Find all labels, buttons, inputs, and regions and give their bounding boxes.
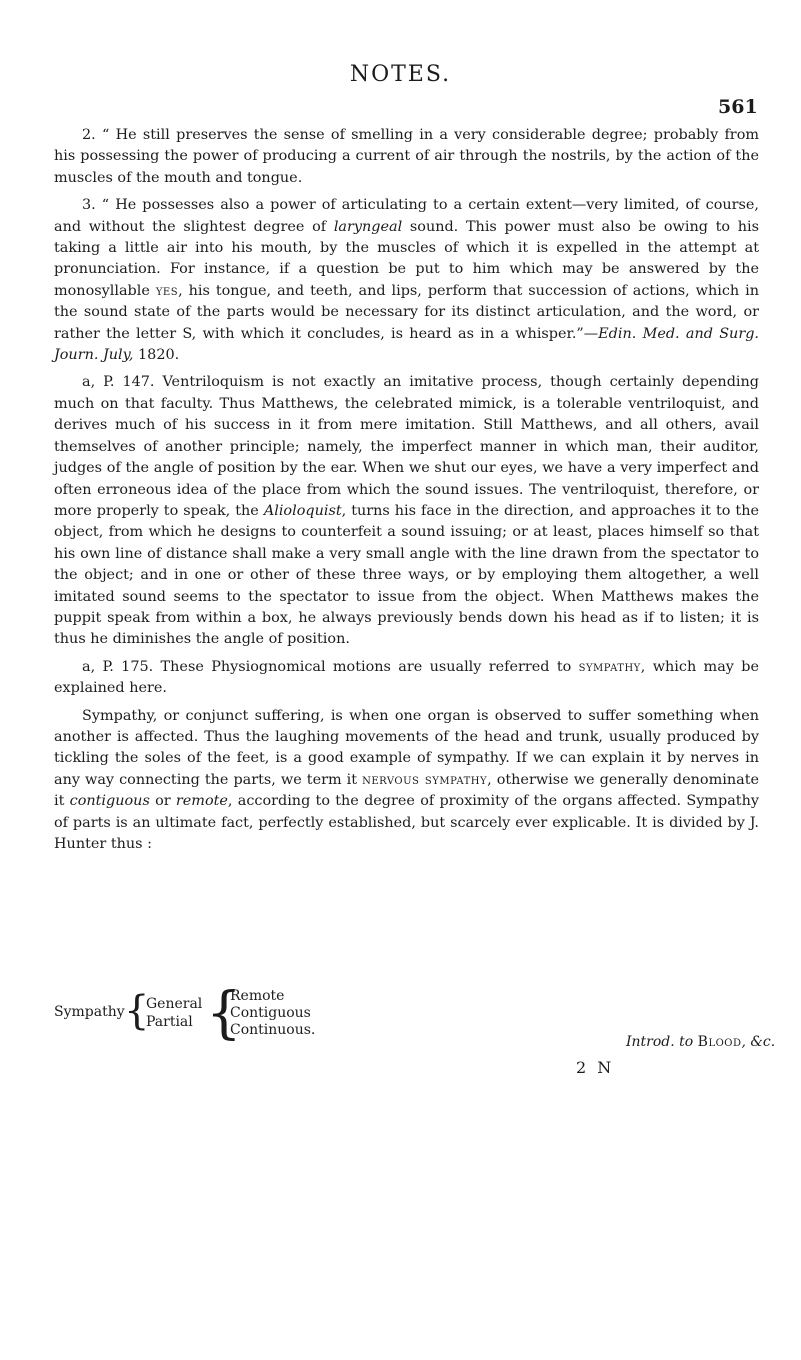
brace-right-icon: { (206, 981, 242, 1046)
class-continuous: Continuous. (230, 1022, 316, 1038)
note-paragraph-3: 3. “ He possesses also a power of articulating to a certain extent—very limited, of course, and without the slightest degree of laryngeal sound. This power must also be owing to his taking a little air into his mouth, by the muscles of which it is expelled in the attempt at pronunciation. For instance, if a question be put to him which may be answered by the monosyllable yes, his tongue, and teeth, and lips, perform that succession of actions, which in the sound state of the parts would be necessary for its distinct articulation, and the word, or rather the letter S, with which it concludes, is heard as in a whisper.”—Edin. Med. and Surg. Journ. July, 1820. (54, 197, 760, 364)
running-head: NOTES. (349, 62, 452, 87)
page-number: 561 (718, 96, 758, 118)
notes-body (54, 125, 759, 861)
note-ventriloquism: a, P. 147. Ventriloquism is not exactly an imitative process, though certainly depending much on that faculty. Thus Matthews, the celebrated mimick, is a tolerable ventriloquist, and derives much of his success in it from mere imitation. Still Matthews, and all others, avail themselves of another principle; namely, the imperfect manner in which man, their auditor, judges of the angle of position by the ear. When we shut our eyes, we have a very imperfect and often erroneous idea of the place from which the sound issues. The ventriloquist, therefore, or more properly to speak, the Alioloquist, turns his face in the direction, and approaches it to the object, from which he designs to counterfeit a sound issuing; or at least, places himself so that his own line of distance shall make a very small angle with the line drawn from the spectator to the object; and in one or other of these three ways, or by employing them altogether, a well imitated sound seems to the spectator to issue from the object. When Matthews makes the puppit speak from within a box, he always previously bends down his head as if to listen; it is thus he diminishes the angle of position. (54, 374, 759, 648)
signature-mark: 2 N (576, 1058, 615, 1077)
note-sympathy: Sympathy, or conjunct suffering, is when one organ is observed to suffer something when another is affected. Thus the laughing movements of the head and trunk, usually produced by tickling the soles of the feet, is a good example of sympathy. If we can explain it by nerves in any way connecting the parts, we term it nervous sympathy, otherwise we generally denominate it contiguous or remote, according to the degree of proximity of the organs affected. Sympathy of parts is an ultimate fact, perfectly established, but scarcely ever explicable. It is divided by J. Hunter thus : (54, 707, 759, 852)
class-general: General (146, 996, 203, 1012)
brace-left-icon: { (124, 988, 150, 1034)
note-paragraph-2: 2. “ He still preserves the sense of smelling in a very considerable degree; probably from his possessing the power of producing a current of air through the nostrils, by the action of the muscles of the mouth and tongue. (54, 127, 759, 186)
class-partial: Partial (146, 1014, 193, 1030)
note-physiognomical: a, P. 175. These Physiognomical motions are usually referred to sympathy, which may be explained here. (54, 658, 759, 697)
class-root: Sympathy (54, 1004, 125, 1020)
class-contiguous: Contiguous (230, 1005, 311, 1021)
class-remote: Remote (230, 988, 285, 1004)
source-citation: Introd. to Blood, &c. (626, 1034, 776, 1050)
